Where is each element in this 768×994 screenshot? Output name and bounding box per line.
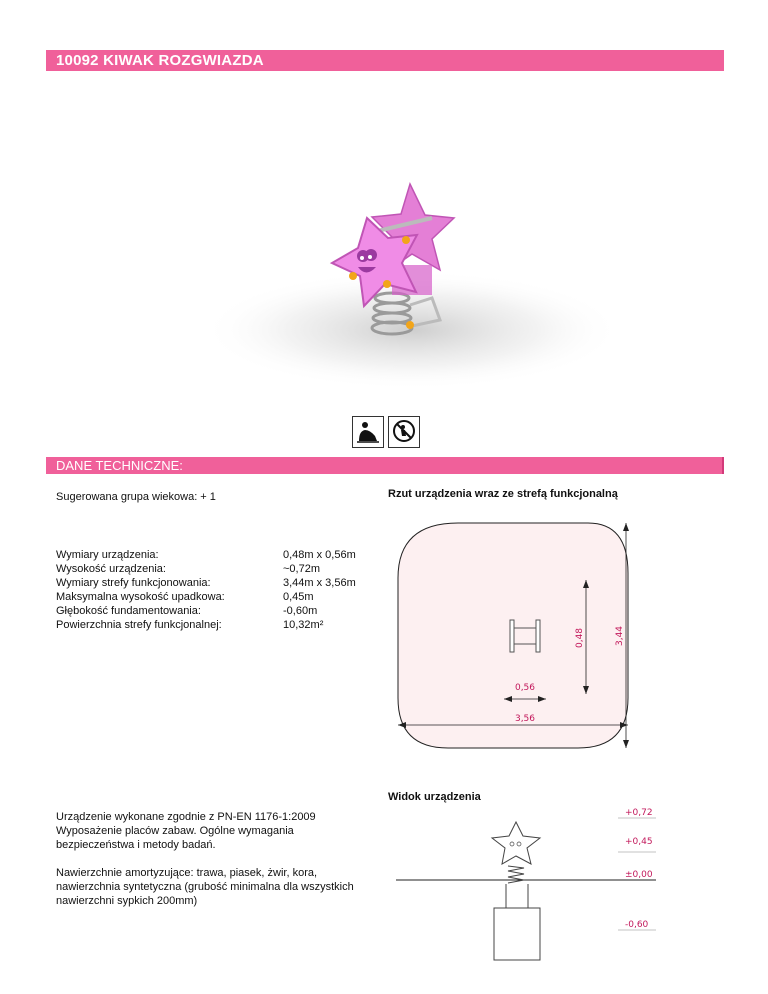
spec-label: Wymiary strefy funkcjonowania:: [56, 577, 211, 589]
spec-label: Wymiary urządzenia:: [56, 549, 159, 561]
plan-title: Rzut urządzenia wraz ze strefą funkcjonalną: [388, 488, 618, 500]
level-label: +0,72: [625, 808, 653, 818]
side-view-drawing: [388, 800, 658, 970]
spec-values: [283, 548, 356, 632]
level-label: -0,60: [625, 920, 649, 930]
product-image: [142, 120, 628, 414]
no-unsupervised-use-icon: [388, 416, 420, 448]
dim-zone-width: 3,56: [514, 714, 536, 724]
dim-device-depth: 0,48: [575, 627, 585, 649]
level-label: +0,45: [625, 837, 653, 847]
spec-label: Głębokość fundamentowania:: [56, 605, 201, 617]
section-bar: [46, 457, 724, 474]
dim-zone-height: 3,44: [615, 625, 625, 647]
spec-value: 3,44m x 3,56m: [283, 577, 356, 589]
spec-labels: [56, 548, 225, 632]
age-group-text: Sugerowana grupa wiekowa: + 1: [56, 491, 216, 503]
spec-label: Powierzchnia strefy funkcjonalnej:: [56, 619, 222, 631]
spec-label: Maksymalna wysokość upadkowa:: [56, 591, 225, 603]
spec-value: -0,60m: [283, 605, 318, 617]
level-label: ±0,00: [625, 870, 653, 880]
age-group-icon: [352, 416, 384, 448]
side-view-title: Widok urządzenia: [388, 791, 481, 803]
spec-label: Wysokość urządzenia:: [56, 563, 166, 575]
norm-text: Urządzenie wykonane zgodnie z PN-EN 1176-1:2009 Wyposażenie placów zabaw. Ogólne wymagania bezpieczeństwa i metody badań.: [56, 811, 316, 851]
spec-value: 0,45m: [283, 591, 314, 603]
surface-text: Nawierzchnie amortyzujące: trawa, piasek, żwir, kora, nawierzchnia syntetyczna (grubość minimalna dla wszystkich nawierzchni sypkich 200mm): [56, 867, 354, 907]
spec-value: ~0,72m: [283, 563, 320, 575]
spec-value: 10,32m²: [283, 619, 324, 631]
section-bar-edge: [722, 457, 724, 474]
side-star: [492, 822, 540, 864]
plan-drawing: [388, 518, 646, 758]
foundation: [494, 908, 540, 960]
title-bar: [46, 50, 724, 71]
dim-device-width: 0,56: [514, 683, 536, 693]
spec-value: 0,48m x 0,56m: [283, 549, 356, 561]
page-title: 10092 KIWAK ROZGWIAZDA: [56, 52, 264, 69]
section-title: DANE TECHNICZNE:: [56, 458, 183, 473]
